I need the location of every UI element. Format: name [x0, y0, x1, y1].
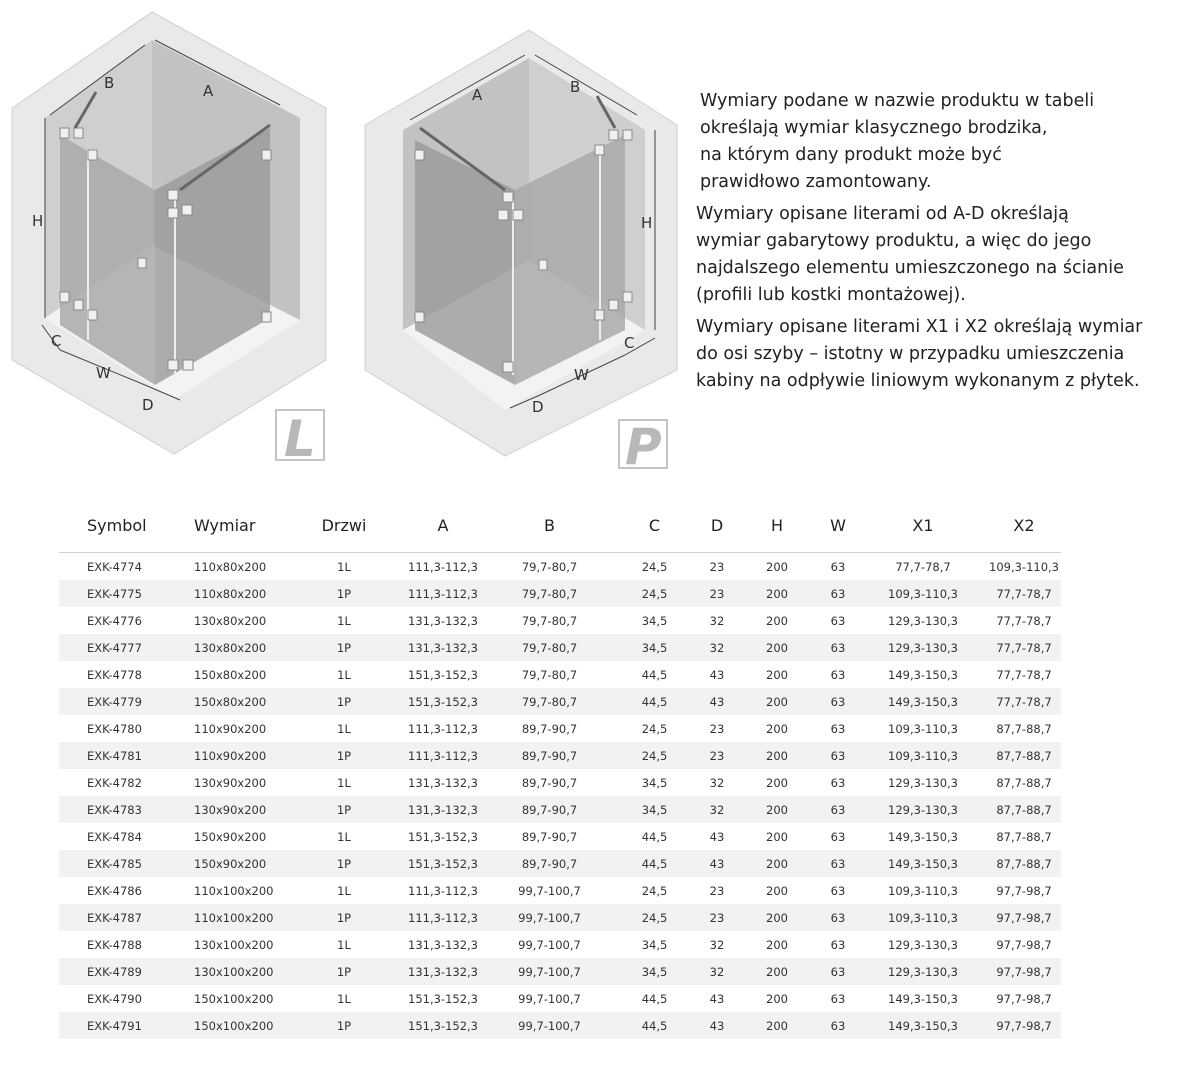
cell-b: 79,7-80,7 — [521, 613, 578, 628]
cell-x1: 149,3-150,3 — [859, 1012, 987, 1039]
label-w: W — [96, 364, 111, 382]
cell-x1: 109,3-110,3 — [888, 721, 958, 736]
cell-b: 79,7-80,7 — [521, 559, 578, 574]
note-line: kabiny na odpływie liniowym wykonanym z płytek. — [696, 371, 1140, 391]
cell-a: 111,3-112,3 — [399, 742, 487, 769]
cell-wymiar: 110x100x200 — [194, 883, 274, 898]
cell-c: 44,5 — [641, 667, 668, 682]
cell-h: 200 — [737, 1012, 817, 1039]
cell-h: 200 — [737, 634, 817, 661]
cell-b: 89,7-90,7 — [521, 775, 578, 790]
cell-a: 151,3-152,3 — [408, 991, 478, 1006]
cell-b: 79,7-80,7 — [487, 580, 612, 607]
cell-d: 43 — [697, 688, 737, 715]
note-glass-axis-dimensions — [696, 314, 1181, 395]
cell-symbol: EXK-4782 — [87, 775, 142, 790]
cell-drzwi: 1P — [289, 850, 399, 877]
cell-x2: 77,7-78,7 — [987, 580, 1061, 607]
cell-drzwi: 1P — [289, 796, 399, 823]
cell-x2: 97,7-98,7 — [996, 991, 1052, 1006]
column-header-d: D — [697, 506, 737, 553]
cell-h: 200 — [766, 829, 788, 844]
table-row — [59, 769, 1061, 796]
cell-symbol: EXK-4791 — [59, 1012, 194, 1039]
cell-w: 63 — [817, 742, 859, 769]
cell-c: 34,5 — [612, 958, 697, 985]
cell-x2: 109,3-110,3 — [989, 559, 1059, 574]
cell-x1: 77,7-78,7 — [895, 559, 951, 574]
cell-h: 200 — [737, 850, 817, 877]
cell-b: 79,7-80,7 — [521, 667, 578, 682]
cell-d: 23 — [697, 742, 737, 769]
note-line: najdalszego elementu umieszczonego na ścianie — [696, 258, 1124, 278]
cell-b: 89,7-90,7 — [521, 721, 578, 736]
cell-wymiar: 150x100x200 — [194, 991, 274, 1006]
cell-x1: 129,3-130,3 — [888, 775, 958, 790]
cell-symbol: EXK-4781 — [59, 742, 194, 769]
cell-a: 151,3-152,3 — [399, 1012, 487, 1039]
shower-diagram-right — [355, 0, 695, 470]
cell-drzwi: 1L — [337, 667, 351, 682]
cell-b: 79,7-80,7 — [487, 634, 612, 661]
cell-c: 34,5 — [612, 634, 697, 661]
cell-x2: 77,7-78,7 — [987, 634, 1061, 661]
cell-symbol: EXK-4789 — [59, 958, 194, 985]
label-d: D — [142, 396, 154, 414]
cell-symbol: EXK-4780 — [87, 721, 142, 736]
cell-x1: 129,3-130,3 — [859, 958, 987, 985]
cell-b: 89,7-90,7 — [487, 796, 612, 823]
label-d-p: D — [532, 398, 544, 416]
cell-x1: 129,3-130,3 — [859, 796, 987, 823]
cell-symbol: EXK-4779 — [59, 688, 194, 715]
cell-drzwi: 1P — [289, 904, 399, 931]
cell-d: 43 — [697, 1012, 737, 1039]
cell-w: 63 — [830, 883, 846, 898]
cell-symbol: EXK-4788 — [87, 937, 142, 952]
cell-wymiar: 110x80x200 — [194, 559, 267, 574]
cell-x2: 77,7-78,7 — [996, 667, 1052, 682]
label-c-p: C — [624, 334, 635, 352]
cell-x2: 97,7-98,7 — [987, 1012, 1061, 1039]
cell-wymiar: 130x100x200 — [194, 958, 289, 985]
cell-drzwi: 1P — [289, 958, 399, 985]
cell-d: 23 — [697, 580, 737, 607]
cell-symbol: EXK-4783 — [59, 796, 194, 823]
cell-d: 32 — [697, 634, 737, 661]
table-row — [59, 1012, 1061, 1039]
cell-symbol: EXK-4778 — [87, 667, 142, 682]
cell-symbol: EXK-4784 — [87, 829, 142, 844]
cell-x2: 87,7-88,7 — [987, 850, 1061, 877]
cell-drzwi: 1L — [337, 937, 351, 952]
cell-h: 200 — [737, 796, 817, 823]
cell-symbol: EXK-4790 — [87, 991, 142, 1006]
cell-c: 24,5 — [612, 580, 697, 607]
column-header-x1: X1 — [859, 506, 987, 553]
cell-c: 44,5 — [612, 850, 697, 877]
cell-b: 99,7-100,7 — [518, 937, 581, 952]
cell-wymiar: 130x80x200 — [194, 634, 289, 661]
table-row — [59, 688, 1061, 715]
cell-x1: 149,3-150,3 — [888, 667, 958, 682]
cell-h: 200 — [766, 667, 788, 682]
cell-c: 34,5 — [612, 796, 697, 823]
cell-d: 32 — [697, 958, 737, 985]
cell-h: 200 — [737, 742, 817, 769]
cell-x2: 97,7-98,7 — [987, 904, 1061, 931]
cell-h: 200 — [766, 883, 788, 898]
cell-d: 43 — [709, 667, 725, 682]
cell-d: 43 — [709, 829, 725, 844]
cell-x1: 109,3-110,3 — [859, 580, 987, 607]
cell-h: 200 — [737, 958, 817, 985]
cell-c: 24,5 — [612, 904, 697, 931]
note-line: Wymiary opisane literami od A-D określają — [696, 204, 1069, 224]
cell-x1: 129,3-130,3 — [859, 634, 987, 661]
cell-h: 200 — [766, 559, 788, 574]
badge-letter-p: P — [625, 418, 662, 470]
cell-a: 111,3-112,3 — [408, 559, 478, 574]
cell-c: 24,5 — [612, 742, 697, 769]
shower-diagram-left-svg — [0, 0, 340, 470]
table-row — [59, 607, 1061, 634]
cell-a: 131,3-132,3 — [408, 613, 478, 628]
cell-w: 63 — [830, 613, 846, 628]
cell-a: 131,3-132,3 — [399, 958, 487, 985]
cell-symbol: EXK-4774 — [87, 559, 142, 574]
cell-x2: 87,7-88,7 — [987, 742, 1061, 769]
cell-d: 32 — [709, 775, 725, 790]
cell-wymiar: 150x100x200 — [194, 1012, 289, 1039]
cell-wymiar: 110x90x200 — [194, 742, 289, 769]
cell-symbol: EXK-4775 — [59, 580, 194, 607]
cell-w: 63 — [830, 775, 846, 790]
cell-h: 200 — [766, 721, 788, 736]
label-c: C — [51, 332, 62, 350]
cell-h: 200 — [737, 904, 817, 931]
cell-w: 63 — [817, 904, 859, 931]
cell-d: 23 — [709, 559, 725, 574]
cell-c: 24,5 — [641, 883, 668, 898]
cell-d: 23 — [697, 904, 737, 931]
table-row — [59, 985, 1061, 1012]
cell-w: 63 — [817, 796, 859, 823]
cell-drzwi: 1L — [337, 775, 351, 790]
cell-c: 44,5 — [612, 1012, 697, 1039]
cell-wymiar: 130x90x200 — [194, 796, 289, 823]
cell-w: 63 — [830, 937, 846, 952]
table-header-row — [59, 506, 1061, 553]
label-h: H — [32, 212, 44, 230]
cell-w: 63 — [830, 667, 846, 682]
column-header-w: W — [817, 506, 859, 553]
cell-a: 151,3-152,3 — [408, 667, 478, 682]
cell-symbol: EXK-4785 — [59, 850, 194, 877]
cell-drzwi: 1P — [289, 688, 399, 715]
badge-letter-l: L — [284, 410, 316, 468]
cell-c: 44,5 — [641, 829, 668, 844]
cell-b: 89,7-90,7 — [521, 829, 578, 844]
cell-h: 200 — [737, 688, 817, 715]
label-b-p: B — [570, 78, 581, 96]
cell-symbol: EXK-4777 — [59, 634, 194, 661]
cell-b: 79,7-80,7 — [487, 688, 612, 715]
cell-x1: 149,3-150,3 — [888, 991, 958, 1006]
cell-w: 63 — [817, 634, 859, 661]
cell-a: 131,3-132,3 — [399, 796, 487, 823]
label-h-p: H — [641, 214, 653, 232]
note-line: do osi szyby – istotny w przypadku umieszczenia — [696, 344, 1125, 364]
cell-a: 111,3-112,3 — [399, 904, 487, 931]
cell-a: 111,3-112,3 — [408, 883, 478, 898]
note-line: Wymiary opisane literami X1 i X2 określają wymiar — [696, 317, 1143, 337]
cell-d: 32 — [709, 613, 725, 628]
table-row — [59, 904, 1061, 931]
column-header-c: C — [612, 506, 697, 553]
cell-drzwi: 1L — [337, 559, 351, 574]
cell-x2: 77,7-78,7 — [987, 688, 1061, 715]
cell-drzwi: 1P — [289, 580, 399, 607]
cell-b: 89,7-90,7 — [487, 850, 612, 877]
cell-c: 44,5 — [641, 991, 668, 1006]
cell-b: 99,7-100,7 — [518, 991, 581, 1006]
cell-wymiar: 130x80x200 — [194, 613, 267, 628]
cell-wymiar: 110x90x200 — [194, 721, 267, 736]
cell-wymiar: 150x90x200 — [194, 850, 289, 877]
cell-b: 99,7-100,7 — [518, 883, 581, 898]
table-row — [59, 553, 1061, 581]
label-b: B — [104, 74, 115, 92]
cell-drzwi: 1L — [337, 829, 351, 844]
cell-x2: 87,7-88,7 — [996, 775, 1052, 790]
cell-w: 63 — [830, 829, 846, 844]
cell-x2: 87,7-88,7 — [996, 829, 1052, 844]
cell-drzwi: 1L — [337, 991, 351, 1006]
table-row — [59, 931, 1061, 958]
shower-diagram-right-svg — [355, 0, 695, 470]
cell-d: 23 — [709, 883, 725, 898]
cell-d: 32 — [697, 796, 737, 823]
dimensions-table — [59, 506, 1061, 1039]
cell-a: 131,3-132,3 — [408, 775, 478, 790]
table-row — [59, 850, 1061, 877]
note-line: na którym dany produkt może być — [700, 145, 1002, 165]
cell-c: 24,5 — [641, 559, 668, 574]
column-header-x2: X2 — [987, 506, 1061, 553]
column-header-drzwi: Drzwi — [289, 506, 399, 553]
label-a: A — [203, 82, 214, 100]
cell-x2: 87,7-88,7 — [996, 721, 1052, 736]
cell-h: 200 — [766, 613, 788, 628]
cell-wymiar: 110x80x200 — [194, 580, 289, 607]
cell-x2: 97,7-98,7 — [987, 958, 1061, 985]
cell-a: 151,3-152,3 — [408, 829, 478, 844]
cell-c: 34,5 — [641, 775, 668, 790]
cell-drzwi: 1P — [289, 634, 399, 661]
cell-h: 200 — [766, 991, 788, 1006]
cell-a: 131,3-132,3 — [408, 937, 478, 952]
cell-x1: 129,3-130,3 — [888, 613, 958, 628]
cell-w: 63 — [830, 721, 846, 736]
label-a-p: A — [472, 86, 483, 104]
cell-c: 34,5 — [641, 613, 668, 628]
cell-wymiar: 130x100x200 — [194, 937, 274, 952]
cell-wymiar: 150x90x200 — [194, 829, 267, 844]
column-header-b: B — [487, 506, 612, 553]
table-row — [59, 715, 1061, 742]
cell-drzwi: 1P — [289, 1012, 399, 1039]
cell-x2: 77,7-78,7 — [996, 613, 1052, 628]
cell-drzwi: 1L — [337, 883, 351, 898]
table-row — [59, 823, 1061, 850]
note-line: (profili lub kostki montażowej). — [696, 285, 966, 305]
label-w-p: W — [574, 366, 589, 384]
cell-w: 63 — [817, 958, 859, 985]
cell-b: 99,7-100,7 — [487, 904, 612, 931]
cell-h: 200 — [737, 580, 817, 607]
cell-w: 63 — [817, 580, 859, 607]
cell-x1: 149,3-150,3 — [859, 850, 987, 877]
cell-wymiar: 130x90x200 — [194, 775, 267, 790]
cell-symbol: EXK-4787 — [59, 904, 194, 931]
cell-x1: 149,3-150,3 — [859, 688, 987, 715]
cell-wymiar: 150x80x200 — [194, 688, 289, 715]
column-header-wymiar: Wymiar — [194, 506, 289, 553]
cell-x1: 109,3-110,3 — [859, 904, 987, 931]
cell-h: 200 — [766, 937, 788, 952]
cell-c: 44,5 — [612, 688, 697, 715]
table-row — [59, 661, 1061, 688]
cell-d: 23 — [709, 721, 725, 736]
cell-a: 131,3-132,3 — [399, 634, 487, 661]
dimension-notes — [696, 88, 1181, 400]
note-line: Wymiary podane w nazwie produktu w tabeli — [700, 91, 1095, 111]
table-row — [59, 877, 1061, 904]
cell-x1: 109,3-110,3 — [859, 742, 987, 769]
column-header-symbol: Symbol — [59, 506, 194, 553]
cell-h: 200 — [766, 775, 788, 790]
note-line: wymiar gabarytowy produktu, a więc do jego — [696, 231, 1092, 251]
table-row — [59, 580, 1061, 607]
cell-d: 43 — [709, 991, 725, 1006]
cell-drzwi: 1P — [289, 742, 399, 769]
cell-c: 34,5 — [641, 937, 668, 952]
cell-w: 63 — [817, 850, 859, 877]
cell-x1: 129,3-130,3 — [888, 937, 958, 952]
cell-a: 111,3-112,3 — [399, 580, 487, 607]
cell-a: 151,3-152,3 — [399, 850, 487, 877]
note-line: określają wymiar klasycznego brodzika, — [700, 118, 1048, 138]
cell-x1: 149,3-150,3 — [888, 829, 958, 844]
table-row — [59, 742, 1061, 769]
cell-w: 63 — [830, 559, 846, 574]
cell-b: 89,7-90,7 — [487, 742, 612, 769]
table-row — [59, 796, 1061, 823]
cell-x1: 109,3-110,3 — [888, 883, 958, 898]
cell-c: 24,5 — [641, 721, 668, 736]
note-line: prawidłowo zamontowany. — [700, 172, 932, 192]
cell-b: 99,7-100,7 — [487, 958, 612, 985]
cell-a: 151,3-152,3 — [399, 688, 487, 715]
table-row — [59, 634, 1061, 661]
cell-drzwi: 1L — [337, 721, 351, 736]
column-header-h: H — [737, 506, 817, 553]
cell-x2: 87,7-88,7 — [987, 796, 1061, 823]
cell-x2: 97,7-98,7 — [996, 937, 1052, 952]
cell-d: 32 — [709, 937, 725, 952]
cell-a: 111,3-112,3 — [408, 721, 478, 736]
cell-w: 63 — [817, 688, 859, 715]
cell-symbol: EXK-4786 — [87, 883, 142, 898]
cell-w: 63 — [817, 1012, 859, 1039]
cell-d: 43 — [697, 850, 737, 877]
cell-w: 63 — [830, 991, 846, 1006]
note-overall-dimensions — [696, 201, 1181, 309]
cell-b: 99,7-100,7 — [487, 1012, 612, 1039]
table-body — [59, 553, 1061, 1040]
cell-drzwi: 1L — [337, 613, 351, 628]
cell-x2: 97,7-98,7 — [996, 883, 1052, 898]
cell-wymiar: 110x100x200 — [194, 904, 289, 931]
note-product-dimensions — [696, 88, 1181, 196]
table-row — [59, 958, 1061, 985]
shower-diagram-left — [0, 0, 340, 470]
column-header-a: A — [399, 506, 487, 553]
cell-symbol: EXK-4776 — [87, 613, 142, 628]
cell-wymiar: 150x80x200 — [194, 667, 267, 682]
